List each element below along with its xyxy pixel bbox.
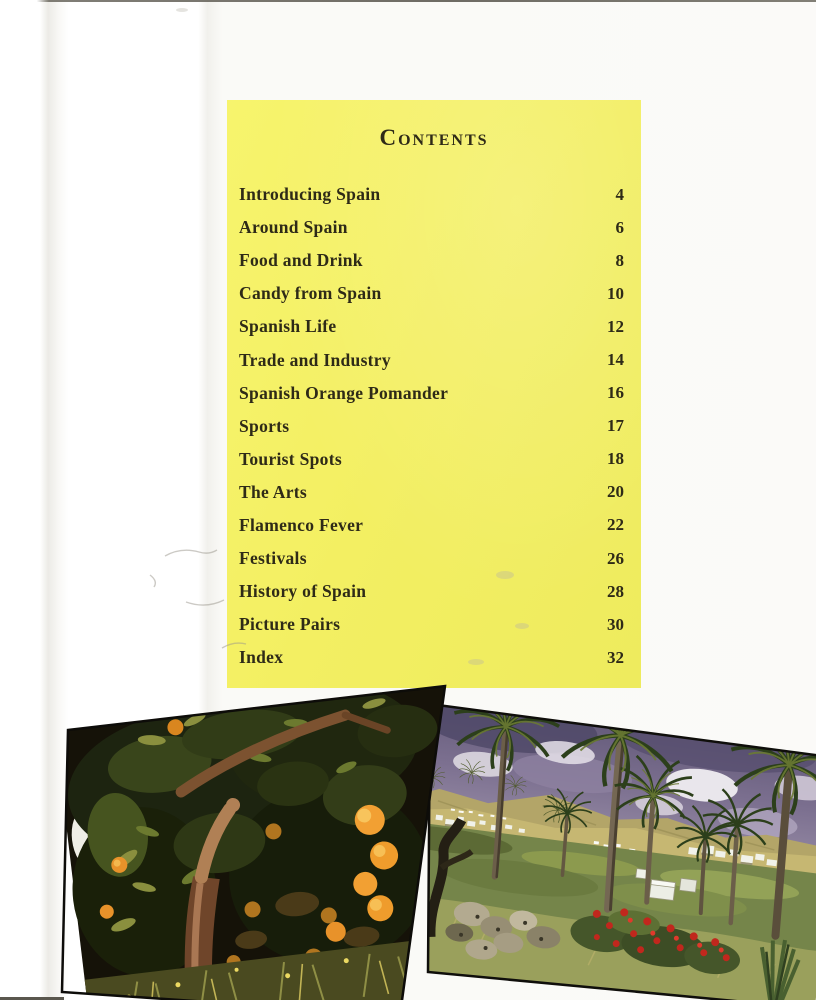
toc-entry-label: Picture Pairs xyxy=(239,614,341,635)
toc-entry xyxy=(227,377,641,410)
toc-entry-page: 28 xyxy=(607,581,624,601)
toc-entry-label: Spanish Orange Pomander xyxy=(239,382,449,403)
toc-entry-label: Sports xyxy=(239,415,290,436)
toc-entry-page: 10 xyxy=(607,283,624,303)
toc-entry xyxy=(227,343,641,376)
orange-tree-photo xyxy=(55,680,455,1000)
toc-entry-label: Tourist Spots xyxy=(239,448,342,469)
toc-entry xyxy=(227,542,641,575)
contents-panel xyxy=(227,100,641,688)
toc-entry-label: History of Spain xyxy=(239,581,367,602)
toc-entry-label: Around Spain xyxy=(239,217,348,238)
toc-entry-page: 17 xyxy=(607,416,624,436)
toc-entry xyxy=(227,211,641,244)
toc-entry xyxy=(227,244,641,277)
toc-entry xyxy=(227,608,641,641)
toc-entry xyxy=(227,641,641,674)
toc-entry xyxy=(227,476,641,509)
toc-entry-label: Food and Drink xyxy=(239,250,363,271)
toc-entry-label: Festivals xyxy=(239,548,307,569)
toc-entry-page: 32 xyxy=(607,647,624,667)
toc-entry xyxy=(227,277,641,310)
toc-entry-page: 20 xyxy=(607,482,624,502)
toc-list xyxy=(227,178,641,674)
toc-entry xyxy=(227,575,641,608)
toc-entry-label: Introducing Spain xyxy=(239,184,381,205)
toc-entry-label: The Arts xyxy=(239,481,308,502)
toc-entry-label: Flamenco Fever xyxy=(239,514,364,535)
toc-entry-label: Index xyxy=(239,647,284,668)
toc-entry xyxy=(227,443,641,476)
toc-entry-page: 6 xyxy=(615,217,624,237)
toc-entry xyxy=(227,410,641,443)
toc-entry-page: 14 xyxy=(607,350,624,370)
toc-entry-page: 8 xyxy=(615,250,624,270)
toc-entry-page: 4 xyxy=(615,184,624,204)
toc-entry-page: 30 xyxy=(607,614,624,634)
toc-entry-page: 16 xyxy=(607,383,624,403)
toc-entry-label: Spanish Life xyxy=(239,316,337,337)
toc-entry xyxy=(227,310,641,343)
toc-entry-page: 26 xyxy=(607,548,624,568)
toc-entry-page: 18 xyxy=(607,449,624,469)
palm-trees-photo xyxy=(420,695,816,1000)
toc-entry-label: Candy from Spain xyxy=(239,283,382,304)
toc-entry xyxy=(227,178,641,211)
scan-artifact-top-line xyxy=(0,0,816,2)
toc-entry-page: 12 xyxy=(607,316,624,336)
contents-heading: Contents xyxy=(379,125,489,150)
toc-entry-label: Trade and Industry xyxy=(239,349,391,370)
toc-entry xyxy=(227,509,641,542)
toc-entry-page: 22 xyxy=(607,515,624,535)
